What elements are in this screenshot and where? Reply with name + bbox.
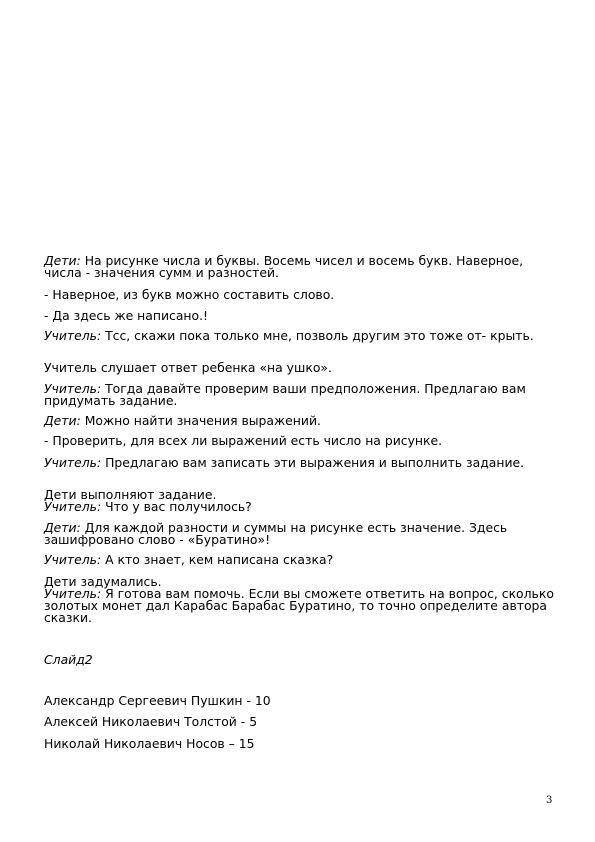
paragraph-teacher-help <box>44 588 554 624</box>
paragraph-text: Что у вас получилось? <box>101 499 252 514</box>
paragraph-teacher-listens <box>44 362 554 374</box>
author-option: Николай Николаевич Носов – 15 <box>44 736 255 751</box>
paragraph-text: Тогда давайте проверим ваши предположения. Предлагаю вам придумать задание. <box>44 381 526 408</box>
paragraph-written-here <box>44 310 554 322</box>
paragraph-text: - Проверить, для всех ли выражений есть число на рисунке. <box>44 433 443 448</box>
paragraph-teacher-write <box>44 457 554 469</box>
paragraph-children-remark <box>44 255 554 279</box>
speaker-role: Дети: <box>44 520 81 535</box>
paragraph-check-all <box>44 435 554 447</box>
speaker-role: Учитель: <box>44 552 102 567</box>
speaker-role: Учитель: <box>44 586 102 601</box>
speaker-role: Дети: <box>44 253 81 268</box>
paragraph-teacher-result <box>44 501 554 513</box>
paragraph-teacher-who-wrote <box>44 554 554 566</box>
paragraph-text: Дети выполняют задание. <box>44 487 217 502</box>
paragraph-teacher-check <box>44 383 554 407</box>
paragraph-text: На рисунке числа и буквы. Восемь чисел и восемь букв. Наверное, числа - значения сумм и разностей. <box>44 253 524 280</box>
paragraph-text: Можно найти значения выражений. <box>80 413 321 428</box>
speaker-role: Учитель: <box>44 499 102 514</box>
paragraph-teacher-shh <box>44 330 554 342</box>
paragraph-text: Предлагаю вам записать эти выражения и выполнить задание. <box>101 455 525 470</box>
paragraph-children-buratino <box>44 522 554 546</box>
paragraph-text: - Наверное, из букв можно составить слово. <box>44 287 335 302</box>
speaker-role: Учитель: <box>44 328 102 343</box>
author-option: Александр Сергеевич Пушкин - 10 <box>44 693 271 708</box>
author-option: Алексей Николаевич Толстой - 5 <box>44 714 258 729</box>
paragraph-children-find <box>44 415 554 427</box>
paragraph-guess-word <box>44 289 554 301</box>
paragraph-text: - Да здесь же написано.! <box>44 308 209 323</box>
paragraph-text: Тсс, скажи пока только мне, позволь другим это тоже от- крыть. <box>101 328 534 343</box>
paragraph-text: А кто знает, кем написана сказка? <box>101 552 334 567</box>
paragraph-text: Я готова вам помочь. Если вы сможете ответить на вопрос, сколько золотых монет дал Карабас Барабас Буратино, то точно определите автора сказки. <box>44 586 554 625</box>
speaker-role: Учитель: <box>44 455 102 470</box>
speaker-role: Дети: <box>44 413 81 428</box>
paragraph-text: Учитель слушает ответ ребенка «на ушко». <box>44 360 332 375</box>
paragraph-text: Дети задумались. <box>44 574 162 589</box>
page-number: 3 <box>546 795 553 806</box>
speaker-role: Учитель: <box>44 381 102 396</box>
slide-label: Слайд2 <box>44 652 93 667</box>
paragraph-text: Для каждой разности и суммы на рисунке есть значение. Здесь зашифровано слово - «Буратино»! <box>44 520 508 547</box>
